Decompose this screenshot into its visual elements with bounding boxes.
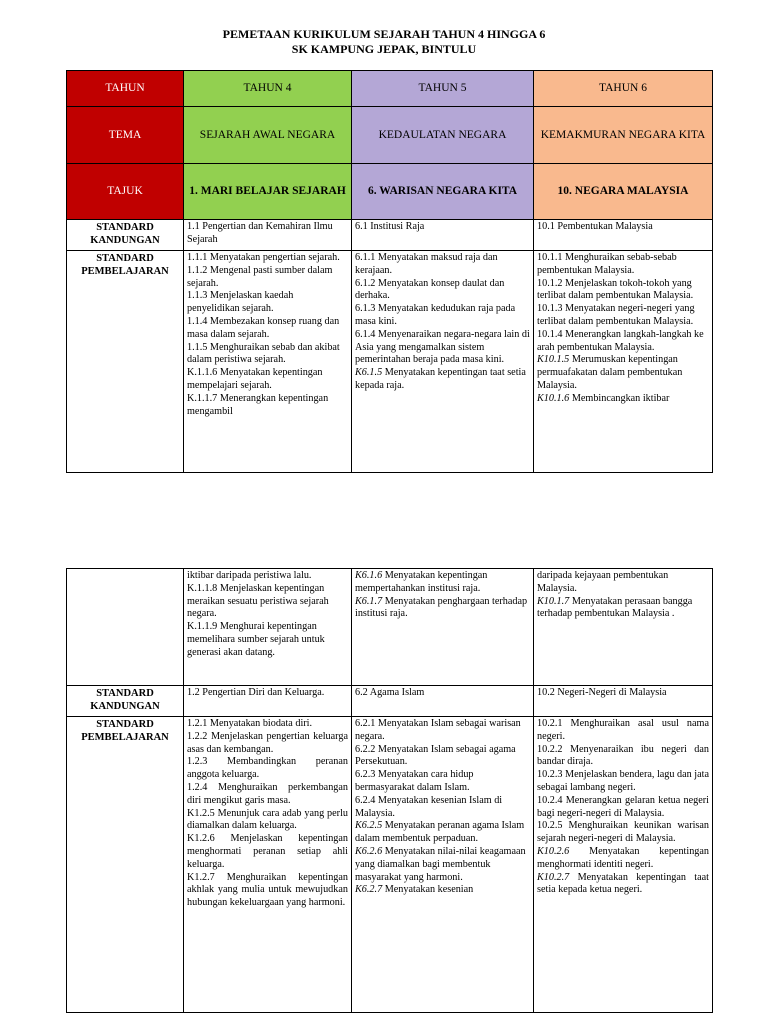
standard-item: 6.2.4 Menyatakan kesenian Islam di Malaysia. (355, 794, 503, 819)
standard-item: K6.1.5 Menyatakan kepentingan taat setia kepada raja. (355, 367, 526, 391)
standard-item: K10.1.6 Membincangkan iktibar (537, 392, 670, 404)
standard-item: K10.1.7 Menyatakan perasaan bangga terhadap pembentukan Malaysia . (537, 595, 693, 620)
standard-item: 1.2.3 Membandingkan peranan anggota keluarga. (187, 756, 348, 781)
standard-item: 10.1.4 Menerangkan langkah-langkah ke arah pembentukan Malaysia. (537, 328, 704, 353)
standard-item: K1.2.6 Menjelaskan kepentingan menghormati peranan setiap ahli keluarga. (187, 833, 348, 870)
standard-code: K6.1.5 (355, 367, 383, 379)
standard-item: K6.1.6 Menyatakan kepentingan mempertahankan institusi raja. (355, 570, 488, 594)
standard-code: K10.1.7 (537, 595, 570, 607)
sp-tahun-6 (534, 251, 713, 473)
tema-6: KEMAKMURAN NEGARA KITA (534, 107, 713, 164)
standard-item: K1.2.7 Menghuraikan kepentingan akhlak yang mulia untuk mewujudkan hubungan kekeluargaan yang harmoni. (187, 871, 348, 909)
standard-item: 6.1.3 Menyatakan kedudukan raja pada masa kini. (355, 303, 516, 327)
standard-item: 6.2.3 Menyatakan cara hidup bermasyarakat dalam Islam. (355, 769, 474, 793)
standard-item: 1.2.1 Menyatakan biodata diri. (187, 718, 313, 729)
standard-pembelajaran-label: STANDARD PEMBELAJARAN (67, 251, 184, 473)
standard-item: 10.1.3 Menyatakan negeri-negeri yang terlibat dalam pembentukan Malaysia. (537, 303, 695, 327)
tajuk-5: 6. WARISAN NEGARA KITA (352, 164, 534, 220)
standard-item: 10.1.2 Menjelaskan tokoh-tokoh yang terlibat dalam pembentukan Malaysia. (537, 277, 694, 302)
tahun-4-header: TAHUN 4 (184, 71, 352, 107)
sp-tahun-4 (184, 717, 352, 1013)
standard-item: 6.1.2 Menyatakan konsep daulat dan derhaka. (355, 277, 505, 302)
standard-item: K10.2.7 Menyatakan kepentingan taat setia kepada ketua negeri. (537, 871, 709, 896)
standard-code: K10.1.6 (537, 392, 570, 404)
standard-item: 10.2.5 Menghuraikan keunikan warisan sejarah negeri-negeri di Malaysia. (537, 820, 709, 845)
sp-tahun-4 (184, 251, 352, 473)
standard-item: K.1.1.8 Menjelaskan kepentingan meraikan sesuatu peristiwa sejarah negara. (187, 582, 329, 620)
tahun-6-header: TAHUN 6 (534, 71, 713, 107)
curriculum-table-2 (66, 568, 713, 1013)
cont-tahun-5 (352, 569, 534, 686)
document-subtitle: SK KAMPUNG JEPAK, BINTULU (291, 42, 477, 56)
standard-item: daripada kejayaan pembentukan Malaysia. (537, 570, 669, 594)
standard-kandungan-label: STANDARD KANDUNGAN (67, 220, 184, 251)
standard-item: K.1.1.7 Menerangkan kepentingan mengambil (187, 392, 329, 417)
standard-code: K6.2.5 (355, 820, 383, 832)
sk-tahun-6: 10.1 Pembentukan Malaysia (534, 220, 713, 251)
standard-item: 10.1.1 Menghuraikan sebab-sebab pembentukan Malaysia. (537, 252, 677, 276)
standard-code: K6.1.7 (355, 595, 383, 607)
curriculum-table-1 (66, 70, 713, 473)
standard-item: 10.2.1 Menghuraikan asal usul nama negeri. (537, 718, 709, 742)
tajuk-6: 10. NEGARA MALAYSIA (534, 164, 713, 220)
sk-tahun-6: 10.2 Negeri-Negeri di Malaysia (534, 686, 713, 717)
tahun-5-header: TAHUN 5 (352, 71, 534, 107)
standard-item: 1.1.5 Menghuraikan sebab dan akibat dalam peristiwa sejarah. (187, 341, 340, 366)
standard-code: K10.2.7 (537, 871, 570, 883)
standard-item: 1.1.3 Menjelaskan kaedah penyelidikan sejarah. (187, 290, 294, 315)
document-title: PEMETAAN KURIKULUM SEJARAH TAHUN 4 HINGGA 6 (222, 27, 546, 41)
standard-item: K.1.1.9 Menghurai kepentingan memelihara sumber sejarah untuk generasi akan datang. (187, 621, 325, 658)
standard-code: K10.1.5 (537, 354, 570, 366)
tahun-label: TAHUN (67, 71, 184, 107)
standard-code: K6.2.6 (355, 845, 383, 857)
tema-4: SEJARAH AWAL NEGARA (184, 107, 352, 164)
sk-tahun-5: 6.1 Institusi Raja (352, 220, 534, 251)
standard-item: 6.1.1 Menyatakan maksud raja dan kerajaan. (355, 252, 498, 276)
sk-tahun-4: 1.1 Pengertian dan Kemahiran Ilmu Sejarah (184, 220, 352, 251)
standard-code: K6.2.7 (355, 884, 383, 896)
standard-item: 6.1.4 Menyenaraikan negara-negara lain di Asia yang mengamalkan sistem pemerintahan beraja pada masa kini. (355, 328, 530, 366)
tema-5: KEDAULATAN NEGARA (352, 107, 534, 164)
sp-tahun-5 (352, 717, 534, 1013)
standard-kandungan-label: STANDARD KANDUNGAN (67, 686, 184, 717)
continued-label-cell (67, 569, 184, 686)
sk-tahun-4: 1.2 Pengertian Diri dan Keluarga. (184, 686, 352, 717)
standard-item: 10.2.2 Menyenaraikan ibu negeri dan bandar diraja. (537, 743, 709, 768)
standard-item: 6.2.1 Menyatakan Islam sebagai warisan negara. (355, 718, 521, 742)
standard-item: K6.2.6 Menyatakan nilai-nilai keagamaan yang diamalkan bagi membentuk masyarakat yang harmoni. (355, 845, 526, 883)
sk-tahun-5: 6.2 Agama Islam (352, 686, 534, 717)
standard-item: 1.1.4 Membezakan konsep ruang dan masa dalam sejarah. (187, 315, 340, 340)
standard-item: iktibar daripada peristiwa lalu. (187, 570, 312, 581)
standard-item: 10.2.4 Menerangkan gelaran ketua negeri bagi negeri-negeri di Malaysia. (537, 794, 709, 819)
cont-tahun-4 (184, 569, 352, 686)
standard-item: K6.1.7 Menyatakan penghargaan terhadap institusi raja. (355, 595, 528, 620)
standard-item: 10.2.3 Menjelaskan bendera, lagu dan jata sebagai lambang negeri. (537, 769, 709, 793)
standard-item: K10.1.5 Merumuskan kepentingan permuafakatan dalam pembentukan Malaysia. (537, 354, 683, 391)
sp-tahun-6 (534, 717, 713, 1013)
standard-item: 1.2.2 Menjelaskan pengertian keluarga asas dan kembangan. (187, 730, 348, 755)
standard-code: K10.2.6 (537, 845, 570, 857)
tema-label: TEMA (67, 107, 184, 164)
standard-item: 6.2.2 Menyatakan Islam sebagai agama Persekutuan. (355, 743, 516, 768)
standard-item: K10.2.6 Menyatakan kepentingan menghormati identiti negeri. (537, 845, 709, 870)
standard-item: K.1.1.6 Menyatakan kepentingan mempelajari sejarah. (187, 367, 323, 391)
tajuk-label: TAJUK (67, 164, 184, 220)
standard-item: K6.2.7 Menyatakan kesenian (355, 884, 474, 896)
standard-item: 1.1.1 Menyatakan pengertian sejarah. 1.1.2 Mengenal pasti sumber dalam sejarah. (187, 252, 340, 289)
standard-item: K6.2.5 Menyatakan peranan agama Islam dalam membentuk perpaduan. (355, 820, 525, 845)
standard-item: K1.2.5 Menunjuk cara adab yang perlu diamalkan dalam keluarga. (187, 807, 348, 832)
sp-tahun-5 (352, 251, 534, 473)
standard-pembelajaran-label: STANDARD PEMBELAJARAN (67, 717, 184, 1013)
cont-tahun-6 (534, 569, 713, 686)
standard-item: 1.2.4 Menghuraikan perkembangan diri mengikut garis masa. (187, 781, 348, 806)
standard-code: K6.1.6 (355, 570, 383, 581)
tajuk-4: 1. MARI BELAJAR SEJARAH (184, 164, 352, 220)
